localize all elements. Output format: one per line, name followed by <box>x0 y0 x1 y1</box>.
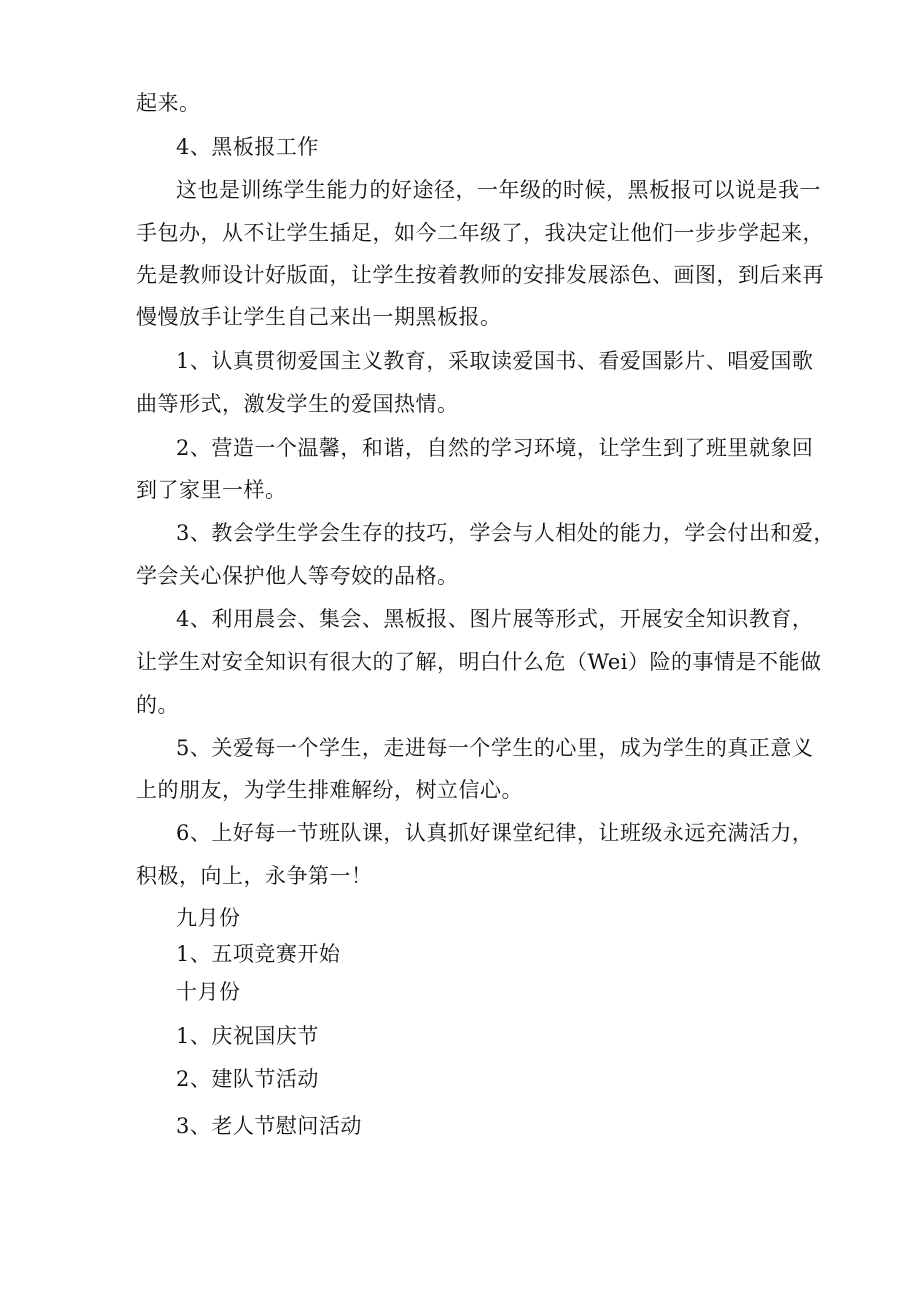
paragraph-line: 到了家里一样。 <box>136 478 287 502</box>
list-item: 6、上好每一节班队课，认真抓好课堂纪律，让班级永远充满活力， <box>176 821 814 845</box>
list-item: 5、关爱每一个学生，走进每一个学生的心里，成为学生的真正意义 <box>176 736 814 760</box>
list-item: 3、老人节慰问活动 <box>176 1114 362 1138</box>
paragraph-line: 让学生对安全知识有很大的了解，明白什么危（Wei）险的事情是不能做 <box>136 650 822 674</box>
paragraph-line: 手包办，从不让学生插足，如今二年级了，我决定让他们一步步学起来， <box>136 221 824 245</box>
paragraph-line: 起来。 <box>136 91 201 115</box>
paragraph-line: 慢慢放手让学生自己来出一期黑板报。 <box>136 305 502 329</box>
list-item: 2、建队节活动 <box>176 1067 319 1091</box>
paragraph-line: 学会关心保护他人等夸姣的品格。 <box>136 564 459 588</box>
list-item: 4、利用晨会、集会、黑板报、图片展等形式，开展安全知识教育， <box>176 607 814 631</box>
paragraph-line: 先是教师设计好版面，让学生按着教师的安排发展添色、画图，到后来再 <box>136 263 824 287</box>
month-heading: 九月份 <box>176 906 241 930</box>
list-item: 1、五项竞赛开始 <box>176 942 341 966</box>
paragraph-line: 这也是训练学生能力的好途径，一年级的时候，黑板报可以说是我一 <box>176 178 821 202</box>
list-item: 2、营造一个温馨，和谐，自然的学习环境，让学生到了班里就象回 <box>176 436 814 460</box>
section-heading: 4、黑板报工作 <box>176 135 319 159</box>
list-item: 3、教会学生学会生存的技巧，学会与人相处的能力，学会付出和爱， <box>176 521 835 545</box>
paragraph-line: 积极，向上，永争第一！ <box>136 864 373 888</box>
paragraph-line: 上的朋友，为学生排难解纷，树立信心。 <box>136 778 523 802</box>
list-item: 1、认真贯彻爱国主义教育，采取读爱国书、看爱国影片、唱爱国歌 <box>176 349 814 373</box>
list-item: 1、庆祝国庆节 <box>176 1024 319 1048</box>
paragraph-line: 的。 <box>136 693 179 717</box>
paragraph-line: 曲等形式，激发学生的爱国热情。 <box>136 392 459 416</box>
month-heading: 十月份 <box>176 980 241 1004</box>
